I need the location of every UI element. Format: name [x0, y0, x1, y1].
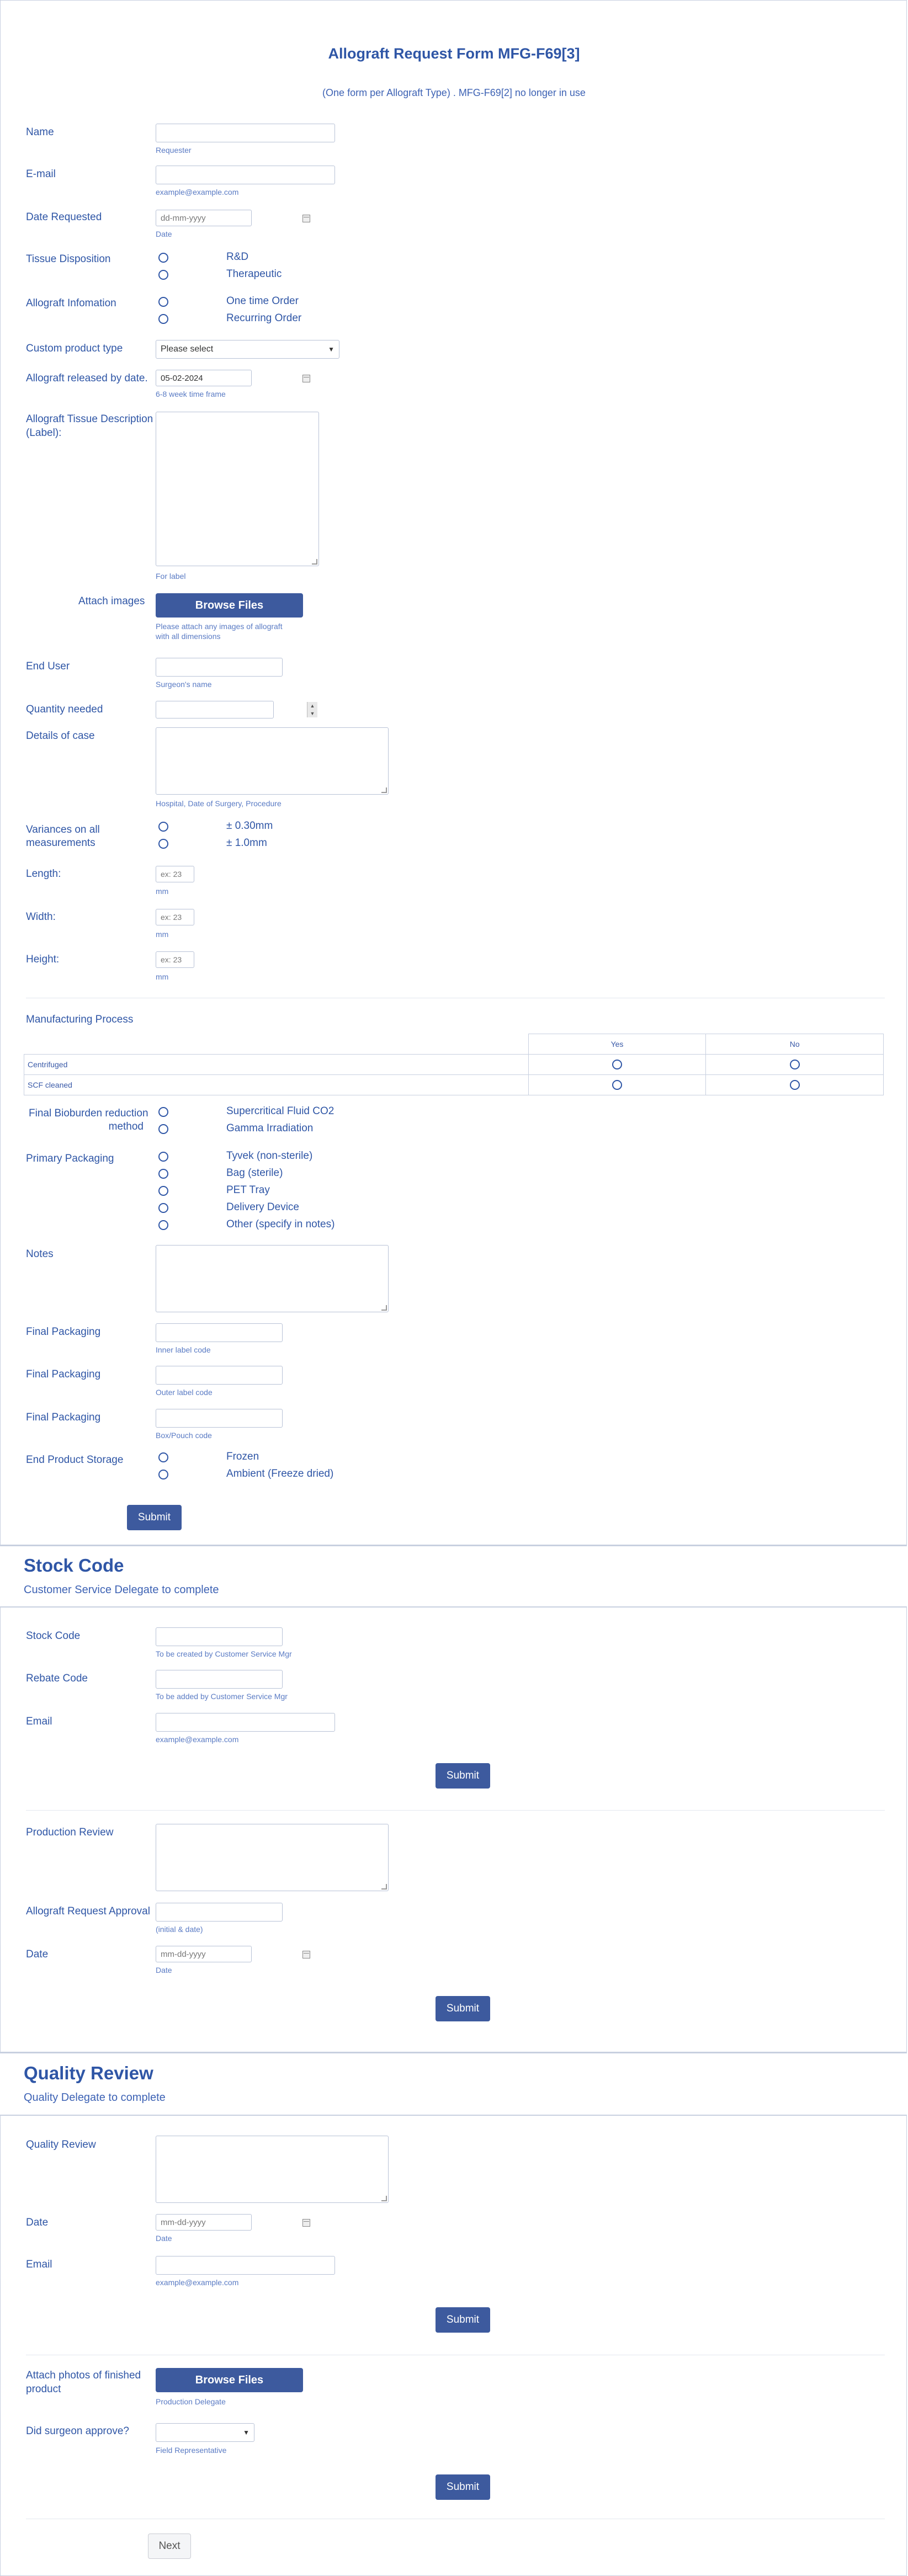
- quality-email-label: Email: [26, 2259, 52, 2270]
- radio-other[interactable]: [158, 1220, 168, 1230]
- calendar-icon[interactable]: [302, 375, 310, 382]
- details-hint: Hospital, Date of Surgery, Procedure: [156, 799, 282, 808]
- email-input[interactable]: [156, 166, 335, 184]
- date-requested-hint: Date: [156, 230, 172, 238]
- browse-files-button[interactable]: Browse Files: [156, 593, 303, 618]
- radio-scf-no[interactable]: [790, 1080, 800, 1090]
- stock-header: [0, 1545, 907, 1608]
- option-delivery-device: Delivery Device: [226, 1201, 299, 1213]
- chevron-down-icon: ▼: [243, 2429, 249, 2436]
- custom-product-select[interactable]: [156, 340, 339, 359]
- custom-product-selected: Please select: [161, 344, 214, 354]
- custom-product-label: Custom product type: [26, 343, 123, 354]
- name-label: Name: [26, 126, 54, 138]
- rebate-code-input[interactable]: [156, 1670, 283, 1689]
- column-no: No: [706, 1034, 884, 1055]
- stock-date-input[interactable]: mm-dd-yyyy: [156, 1946, 252, 1962]
- radio-delivery-device[interactable]: [158, 1203, 168, 1213]
- option-supercritical: Supercritical Fluid CO2: [226, 1105, 334, 1117]
- radio-recurring[interactable]: [158, 314, 168, 324]
- quality-review-textarea[interactable]: [156, 2136, 389, 2203]
- inner-label-input[interactable]: [156, 1323, 283, 1342]
- tissue-description-label-2: (Label):: [26, 427, 62, 439]
- row-scf-cleaned: SCF cleaned: [24, 1075, 529, 1095]
- quality-email-hint: example@example.com: [156, 2278, 239, 2287]
- next-button[interactable]: Next: [148, 2534, 191, 2559]
- approval-hint: (initial & date): [156, 1925, 203, 1934]
- manufacturing-matrix: [24, 1034, 884, 1095]
- rebate-code-hint: To be added by Customer Service Mgr: [156, 1692, 288, 1701]
- quality-submit-button-2[interactable]: Submit: [436, 2474, 490, 2500]
- stepper-arrows-icon[interactable]: ▲ ▼: [307, 702, 317, 717]
- length-unit: mm: [156, 887, 169, 896]
- end-user-hint: Surgeon's name: [156, 680, 212, 689]
- calendar-icon[interactable]: [302, 1951, 310, 1958]
- email-hint: example@example.com: [156, 188, 239, 196]
- tissue-description-textarea[interactable]: [156, 412, 319, 566]
- stock-code-hint: To be created by Customer Service Mgr: [156, 1649, 292, 1658]
- calendar-icon[interactable]: [302, 215, 310, 222]
- stock-code-input[interactable]: [156, 1627, 283, 1646]
- length-label: Length:: [26, 868, 61, 880]
- quality-subtitle: Quality Delegate to complete: [24, 2091, 166, 2104]
- attach-photos-hint: Production Delegate: [156, 2397, 226, 2406]
- production-review-textarea[interactable]: [156, 1824, 389, 1891]
- outer-label-input[interactable]: [156, 1366, 283, 1385]
- radio-rd[interactable]: [158, 253, 168, 263]
- inner-label-hint: Inner label code: [156, 1345, 211, 1354]
- variances-label-2: measurements: [26, 837, 95, 849]
- variances-label: Variances on all: [26, 824, 100, 835]
- approval-label: Allograft Request Approval: [26, 1906, 150, 1917]
- browse-files-button[interactable]: Browse Files: [156, 2368, 303, 2392]
- option-one-time: One time Order: [226, 295, 299, 307]
- stock-email-input[interactable]: [156, 1713, 335, 1732]
- bioburden-label-2: method: [108, 1121, 144, 1132]
- surgeon-approve-select[interactable]: [156, 2423, 254, 2442]
- end-user-label: End User: [26, 661, 70, 672]
- quality-title: Quality Review: [24, 2063, 153, 2083]
- option-variance-10: ± 1.0mm: [226, 837, 267, 849]
- submit-button[interactable]: Submit: [127, 1505, 182, 1530]
- option-gamma: Gamma Irradiation: [226, 1122, 314, 1134]
- column-yes: Yes: [528, 1034, 706, 1055]
- option-pet-tray: PET Tray: [226, 1184, 270, 1196]
- radio-variance-030[interactable]: [158, 822, 168, 832]
- radio-variance-10[interactable]: [158, 839, 168, 849]
- outer-label-hint: Outer label code: [156, 1388, 213, 1397]
- released-by-date-hint: 6-8 week time frame: [156, 390, 226, 398]
- box-pouch-hint: Box/Pouch code: [156, 1431, 212, 1440]
- height-label: Height:: [26, 954, 60, 965]
- primary-packaging-label: Primary Packaging: [26, 1153, 114, 1164]
- width-label: Width:: [26, 911, 56, 923]
- attach-images-label: Attach images: [78, 595, 145, 607]
- option-frozen: Frozen: [226, 1451, 259, 1462]
- option-therapeutic: Therapeutic: [226, 268, 282, 280]
- released-by-date-input[interactable]: 05-02-2024: [156, 370, 252, 386]
- height-input[interactable]: ex: 23: [156, 951, 194, 968]
- rebate-code-label: Rebate Code: [26, 1673, 88, 1684]
- quality-card: [0, 2116, 907, 2576]
- details-label: Details of case: [26, 730, 95, 742]
- notes-label: Notes: [26, 1248, 54, 1260]
- chevron-down-icon: ▼: [328, 345, 334, 353]
- date-requested-input[interactable]: dd-mm-yyyy: [156, 210, 252, 226]
- option-ambient: Ambient (Freeze dried): [226, 1468, 334, 1479]
- box-pouch-input[interactable]: [156, 1409, 283, 1428]
- tissue-description-label: Allograft Tissue Description: [26, 413, 153, 425]
- radio-ambient[interactable]: [158, 1470, 168, 1479]
- stock-card: [0, 1608, 907, 2052]
- form-title: Allograft Request Form MFG-F69[3]: [328, 45, 580, 62]
- quantity-stepper[interactable]: [156, 701, 274, 718]
- option-rd: R&D: [226, 251, 249, 263]
- quantity-label: Quantity needed: [26, 704, 103, 715]
- row-centrifuged: Centrifuged: [24, 1055, 529, 1075]
- surgeon-approve-hint: Field Representative: [156, 2446, 227, 2455]
- notes-textarea[interactable]: [156, 1245, 389, 1312]
- released-by-date-label: Allograft released by date.: [26, 372, 148, 384]
- attach-images-hint: Please attach any images of allograft: [156, 622, 283, 631]
- final-packaging-label-2: Final Packaging: [26, 1369, 101, 1380]
- quality-date-input[interactable]: mm-dd-yyyy: [156, 2214, 252, 2231]
- calendar-icon[interactable]: [302, 2219, 310, 2227]
- quality-email-input[interactable]: [156, 2256, 335, 2275]
- stock-email-hint: example@example.com: [156, 1735, 239, 1744]
- tissue-description-hint: For label: [156, 572, 186, 581]
- attach-photos-label: Attach photos of finished: [26, 2370, 141, 2381]
- radio-centrifuged-yes[interactable]: [612, 1060, 622, 1069]
- stock-date-hint: Date: [156, 1966, 172, 1974]
- surgeon-approve-label: Did surgeon approve?: [26, 2425, 129, 2437]
- radio-bag[interactable]: [158, 1169, 168, 1179]
- final-packaging-label-3: Final Packaging: [26, 1412, 101, 1423]
- name-input[interactable]: [156, 124, 335, 142]
- email-label: E-mail: [26, 168, 56, 180]
- production-review-label: Production Review: [26, 1827, 114, 1838]
- radio-gamma[interactable]: [158, 1124, 168, 1134]
- bioburden-label: Final Bioburden reduction: [29, 1108, 148, 1119]
- date-requested-label: Date Requested: [26, 211, 102, 223]
- radio-centrifuged-no[interactable]: [790, 1060, 800, 1069]
- stock-title: Stock Code: [24, 1555, 124, 1576]
- tissue-disposition-label: Tissue Disposition: [26, 253, 111, 265]
- width-input[interactable]: ex: 23: [156, 909, 194, 925]
- length-input[interactable]: ex: 23: [156, 866, 194, 882]
- form-subtitle: (One form per Allograft Type) . MFG-F69[2] no longer in use: [322, 87, 586, 98]
- end-user-input[interactable]: [156, 658, 283, 677]
- storage-label: End Product Storage: [26, 1454, 124, 1466]
- approval-input[interactable]: [156, 1903, 283, 1922]
- quality-submit-button[interactable]: Submit: [436, 2307, 490, 2333]
- option-other: Other (specify in notes): [226, 1218, 335, 1230]
- stock-subtitle: Customer Service Delegate to complete: [24, 1584, 219, 1596]
- radio-frozen[interactable]: [158, 1452, 168, 1462]
- quality-date-hint: Date: [156, 2234, 172, 2243]
- quality-date-label: Date: [26, 2217, 49, 2228]
- manufacturing-label: Manufacturing Process: [26, 1014, 134, 1025]
- stock-submit-button[interactable]: Submit: [436, 1763, 490, 1789]
- divider: [26, 1810, 885, 1811]
- stock-date-label: Date: [26, 1949, 49, 1960]
- quality-review-label: Quality Review: [26, 2139, 96, 2151]
- radio-scf-yes[interactable]: [612, 1080, 622, 1090]
- stock-code-label: Stock Code: [26, 1630, 81, 1642]
- stock-email-label: Email: [26, 1716, 52, 1727]
- radio-tyvek[interactable]: [158, 1152, 168, 1162]
- quality-header: [0, 2052, 907, 2116]
- radio-one-time[interactable]: [158, 297, 168, 307]
- details-textarea[interactable]: [156, 727, 389, 795]
- width-unit: mm: [156, 930, 169, 939]
- attach-images-hint-2: with all dimensions: [156, 632, 221, 641]
- radio-pet-tray[interactable]: [158, 1186, 168, 1196]
- option-tyvek: Tyvek (non-sterile): [226, 1150, 313, 1162]
- radio-supercritical[interactable]: [158, 1107, 168, 1117]
- stock-submit-button-2[interactable]: Submit: [436, 1996, 490, 2021]
- attach-photos-label-2: product: [26, 2383, 61, 2395]
- height-unit: mm: [156, 972, 169, 981]
- option-variance-030: ± 0.30mm: [226, 820, 273, 832]
- option-bag: Bag (sterile): [226, 1167, 283, 1179]
- radio-therapeutic[interactable]: [158, 270, 168, 280]
- allograft-info-label: Allograft Infomation: [26, 297, 116, 309]
- final-packaging-label-1: Final Packaging: [26, 1326, 101, 1338]
- option-recurring: Recurring Order: [226, 312, 302, 324]
- name-hint: Requester: [156, 146, 192, 155]
